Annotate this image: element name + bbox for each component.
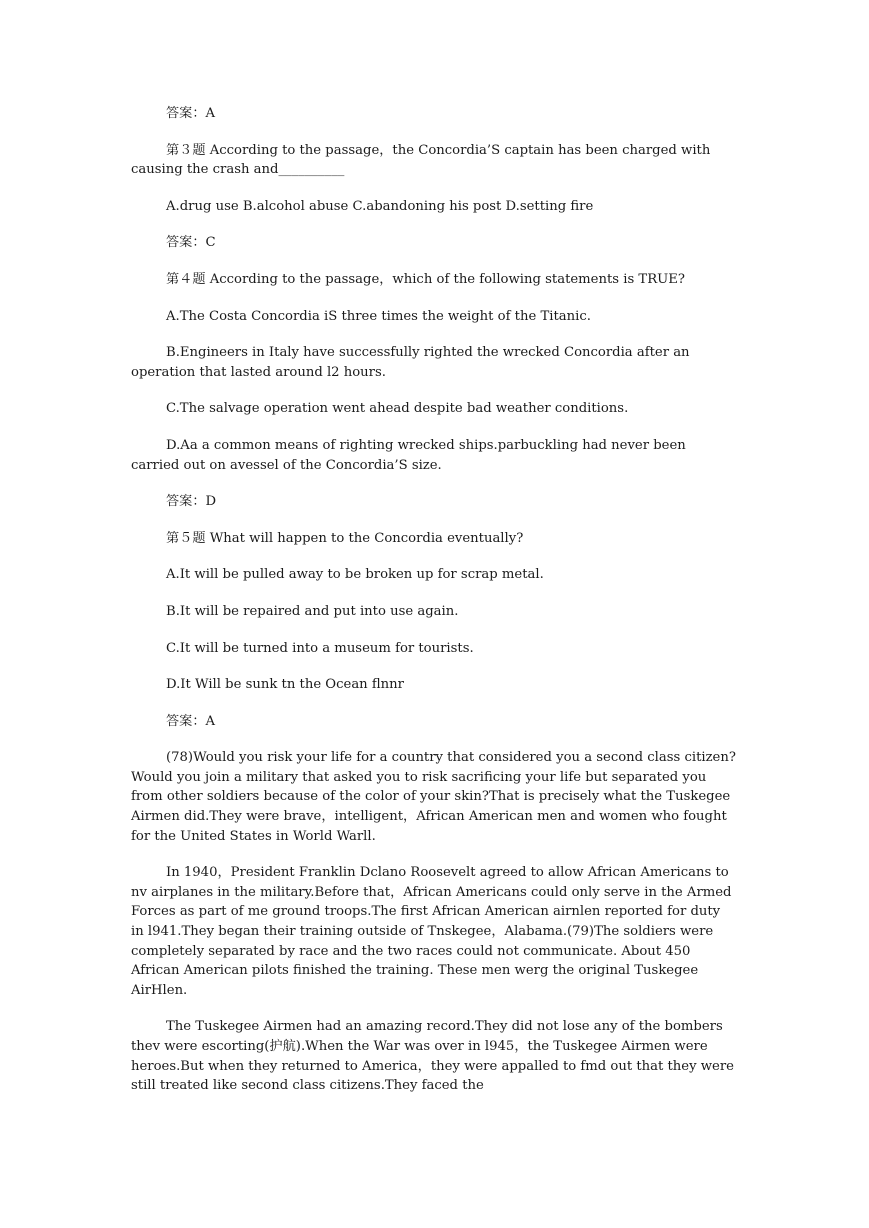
q3-answer: 答案：C [166,235,216,251]
passage-paragraph-2: In 1940，President Franklin Dclano Roosevelt agreed to allow African Americans to nv airplanes in the military.Before that，African Americans could only serve in the Armed Forces as part of me ground troops.The first African American airnlen reported for duty in l941.They began their training outside of Tnskegee，Alabama.(79)The soldiers were completely separated by race and the two races could not communicate. About 450 African American pilots finished the training. These men werg the original Tuskegee AirHlen. [131,865,732,998]
q4-option-d: D.Aa a common means of righting wrecked ships.parbuckling had never been carried out on avessel of the Concordia’S size. [131,437,686,473]
q5-answer: 答案：A [166,713,216,729]
q5-question: 第５题 What will happen to the Concordia eventually? [166,530,524,546]
q4-question: 第４题 According to the passage，which of the following statements is TRUE? [166,271,685,287]
passage-paragraph-3: The Tuskegee Airmen had an amazing record.They did not lose any of the bombers thev were escorting(护航).When the War was over in l945，the Tuskegee Airmen were heroes.But when they returned to America，they were appalled to fmd out that they were still treated like second class citizens.They faced the [131,1019,734,1094]
q4-answer: 答案：D [166,494,217,510]
q2-answer: 答案：A [166,106,216,121]
q5-option-d: D.It Will be sunk tn the Ocean flnnr [166,677,404,693]
document-page [131,104,737,1096]
q4-option-c: C.The salvage operation went ahead despite bad weather conditions. [166,401,629,417]
passage-paragraph-1: (78)Would you risk your life for a country that considered you a second class citizen?Would you join a military that asked you to risk sacrificing your life but separated you from other soldiers because of the color of your skin?That is precisely what the Tuskegee Airmen did.They were brave，intelligent，African American men and women who fought for the United States in World Warll. [131,750,736,844]
q5-option-b: B.It will be repaired and put into use again. [166,603,459,619]
q3-options: A.drug use B.alcohol abuse C.abandoning his post D.setting fire [166,198,594,214]
q3-question: 第３题 According to the passage，the Concordia’S captain has been charged with causing the crash and__________ [131,142,711,178]
q5-option-a: A.It will be pulled away to be broken up for scrap metal. [166,567,544,583]
q5-option-c: C.It will be turned into a museum for tourists. [166,640,474,656]
q4-option-b: B.Engineers in Italy have successfully righted the wrecked Concordia after an operation that lasted around l2 hours. [131,345,690,380]
q4-option-a: A.The Costa Concordia iS three times the weight of the Titanic. [166,308,591,324]
